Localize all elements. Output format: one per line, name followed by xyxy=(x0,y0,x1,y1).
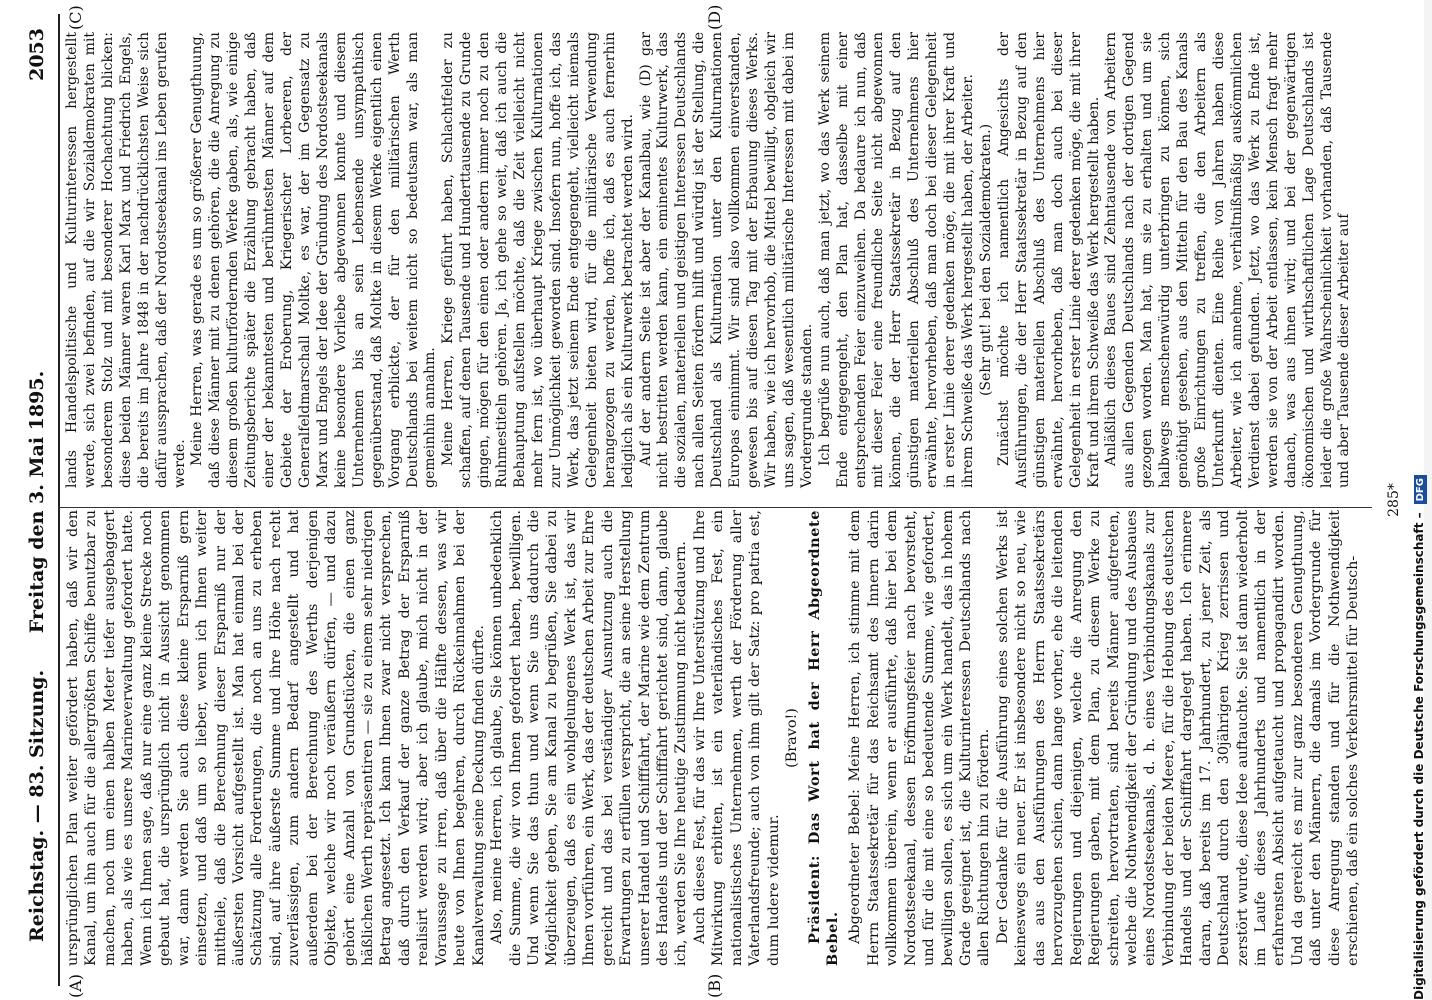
speaker-line: Präsident: Das Wort hat der Herr Abgeordnete Bebel. xyxy=(805,510,841,966)
margin-letter-b: (B) xyxy=(705,973,724,998)
paragraph: Anläßlich dieses Baues sind Zehntausende von Arbeitern aus allen Gegenden Deutschlands nach der dortigen Gegend gezogen worden. Man hat, um sie zu erhalten und um sie halbwegs menschenwürdig unterbringen zu können, sich genöthigt gesehen, aus den Mitteln für den Bau des Kanals große Einrichtungen zu treffen, die den Arbeitern als Unterkunft dienten. Eine Reihe von Jahren haben diese Arbeiter, wie ich annehme, verhältnißmäßig auskömmlichen Verdienst dabei gefunden. Jetzt, wo das Werk zu Ende ist, werden sie von der Arbeit entlassen, kein Mensch fragt mehr danach, was aus ihnen wird; und bei der gegenwärtigen ökonomischen und wirthschaftlichen Lage Deutschlands ist leider die große Wahrscheinlichkeit vorhanden, daß Tausende und aber Tausende dieser Arbeiter auf xyxy=(1103,32,1353,488)
paragraph: Ich begrüße nun auch, daß man jetzt, wo das Werk seinem Ende entgegengeht, den Plan hat, dasselbe mit einer entsprechenden Feier einzuweihen. Da bedaure ich nun, daß mit dieser Feier eine freundliche Seite nicht abgewonnen können, die der Herr Staatssekretär in Bezug auf den günstigen materiellen Abschluß des Unternehmens hier erwähnte, hervorheben, daß man doch bei dieser Gelegenheit in erster Linie derer gedenken möge, die mit ihrer Kraft und ihrem Schweiße das Werk hergestellt haben, der Arbeiter. xyxy=(816,32,977,488)
header-left: Reichstag. — 83. Sitzung. xyxy=(26,669,48,942)
paragraph: Abgeordneter Bebel: Meine Herren, ich stimme mit dem Herrn Staatssekretär für das Reichsamt des Innern darin vollkommen überein, wenn er ausführte, daß hier bei dem Nordostseekanal, dessen Eröffnungsfeier nach bevorsteht, und für die mit eine so bedeutende Summe, wie gefordert, bewilligen sollen, es sich um ein Werk handelt, das in hohem Grade geeignet ist, die Kulturinteressen Deutschlands nach allen Richtungen hin zu fördern. xyxy=(847,510,993,966)
paragraph: Auch dieses Fest, für das wir Ihre Unterstützung und Ihre Mitwirkung erbitten, ist ein vaterländisches Fest, ein nationalistisches Unternehmen, werth der Förderung aller Vaterlandsfreunde; auch von ihm gilt der Satz: pro patria est, dum ludere videmur. xyxy=(691,510,782,966)
right-column xyxy=(64,32,1354,488)
paragraph: Meine Herren, was gerade es um so größerer Genugthuung, daß diese Männer mit zu denen gehören, die die Anregung zu diesem großen kulturfördernden Werke gaben, als, wie einige Zeitungsberichte später die Erzählung gebracht haben, daß einer der bekanntesten und berühmtesten Männer auf dem Gebiete der Eroberung, Kriegerischer Lorbeeren, der Generalfeldmarschall Moltke, es war, der im Gegensatz zu Marx und Engels der Idee der Gründung des Nordostseekanals keine besondere Vorliebe abgewonnen konnte und diesem Unternehmen bis an sein Lebensende unsympathisch gegenüberstand, daß Moltke in diesem Werke eigentlich einen Vorgang erblickte, der für den militärischen Werth Deutschlands bei weitem nicht so bedeutsam war, als man gemeinhin annahm. xyxy=(189,32,439,488)
paragraph: Also, meine Herren, ich glaube, Sie können unbedenklich die Summe, die wir von Ihnen gefordert haben, bewilligen. Und wenn Sie das thun und wenn Sie uns dadurch die Möglichkeit geben, Sie am Kanal zu begrüßen, Sie dabei zu überzeugen, daß es ein wohlgelungenes Werk ist, das wir Ihnen vorführen, ein Werk, das der deutschen Arbeit zur Ehre gereicht und das bei verständiger Ausnutzung auch die Erwartungen zu erfüllen verspricht, die an seine Herstellung unserer Handel und Schifffahrt, der Marine wie dem Zentrum des Handels und der Schifffahrt gerichtet sind, dann, glaube ich, werden Sie Ihre heutige Zustimmung nicht bedauern. xyxy=(489,510,690,966)
header-center: Freitag den 3. Mai 1895. xyxy=(26,370,48,634)
margin-letter-a: (A) xyxy=(66,973,85,998)
applause-note: (Sehr gut! bei den Sozialdemokraten.) xyxy=(978,123,995,397)
paragraph: Zunächst möchte ich namentlich Angesichts der Ausführungen, die der Herr Staatssekretär in Bezug auf den günstigen materiellen Abschluß des Unternehmens hier erwähnte, hervorheben, daß man doch auch bei dieser Gelegenheit in erster Linie derer gedenken möge, die mit ihrer Kraft und ihrem Schweiße das Werk hergestellt haben. xyxy=(995,32,1102,488)
dfg-logo-icon: DFG xyxy=(1414,475,1427,504)
paragraph: Auf der andern Seite ist aber der Kanalbau, wie (D) gar nicht bestritten werden kann, ein eminentes Kulturwerk, das die sozialen, materiellen und geistigen Interessen Deutschlands nach allen Seiten fördern hilft und würdig ist der Stellung, die Deutschland als Kulturnation unter den Kulturnationen Europas einnimmt. Wir sind also vollkommen einverstanden, gewesen bis auf diesen Tag mit der Erbauung dieses Werks. Wir haben, wie ich hervorhob, die Mittel bewilligt, obgleich wir uns sagen, daß wesentlich militärische Interessen mit dabei im Vordergrunde standen. xyxy=(637,32,815,488)
paragraph: Der Gedanke für die Ausführung eines solchen Werks ist keineswegs ein neuer. Er ist insbesondere nicht so neu, wie das aus den Ausführungen des Herrn Staatssekretärs hervorzugehen schien, dann lange vorher, ehe die leitenden Regierungen und diejenigen, welche die Anregung den Regierungen gaben, mit dem Plan, zu diesem Werke zu schreiten, hervortraten, sind bereits Männer aufgetreten, welche die Nothwendigkeit der Gründung und des Ausbaues eines Nordostseekanals, d. h. eines Verbindungskanals zur Verbindung der beiden Meere, für die Hebung des deutschen Handels und der Schifffahrt dargelegt haben. Ich erinnere daran, daß bereits im 17. Jahrhundert, zu jener Zeit, als Deutschland durch den 30jährigen Krieg zerrissen und zerstört wurde, diese Idee auftauchte. Sie ist dann wiederholt im Laufe dieses Jahrhunderts und namentlich in der erfahrensten Absicht aufgetaucht und propagandirt worden. Und da gereicht es mir zur ganz besonderen Genugthuung, daß unter den Männern, die damals im Vordergrunde für diese Anregung standen und für die Nothwendigkeit erschienen, daß ein solches Verkehrsmittel für Deutsch- xyxy=(994,510,1362,966)
digitization-credit xyxy=(1412,20,1432,1000)
header-rule xyxy=(58,14,60,986)
left-column xyxy=(64,510,1363,966)
paragraph: lands Handelspolitische und Kulturinteressen hergestellt werde, sich zwei befinden, auf die wir Sozialdemokraten mit besonderem Stolz und mit besonderer Hochachtung blicken: diese beiden Männer waren Karl Marx und Friedrich Engels, die bereits im Jahre 1848 in der nachdrücklichsten Weise sich dafür aussprachen, daß der Nordostseekanal ins Leben gerufen werde. xyxy=(64,32,188,488)
applause-note: (Bravo!) xyxy=(784,708,801,768)
margin-letter-c: (C) xyxy=(66,5,85,30)
credit-text: Digitalisierung gefördert durch die Deutsche Forschungsgemeinschaft – xyxy=(1412,512,1426,1000)
paragraph: ursprünglichen Plan weiter gefördert haben, daß wir den Kanal, um ihn auch für die allergrößten Schiffe benutzbar zu machen, noch um einen halben Meter tiefer ausgebaggert haben, als wie es unsere Marineverwaltung gefordert hatte. Wenn ich Ihnen sage, daß nur eine ganz kleine Strecke noch gebaut hat, die ursprünglich nicht in Aussicht genommen war, dann werden Sie auch diese kleine Ersparniß gern einsetzen, und daß um so lieber, wenn ich Ihnen weiter mittheile, daß die Berechnung dieser Ersparniß nur der äußersten Vorsicht aufgestellt ist. Man hat einmal bei der Schätzung alle Forderungen, die noch an uns zu erheben sind, auf ihre äußerste Summe und ihre Höhe nach recht zuverlässigen, zum andern Bedarf angestellt und hat außerdem bei der Berechnung des Werths derjenigen Objekte, welche wir noch veräußern dürfen, — und dazu gehört eine Anzahl von Grundstücken, die einen ganz häßlichen Werth repräsentiren — sie zu einem sehr niedrigen Betrag angesetzt. Ich kann Ihnen zwar nicht versprechen, daß durch den Verkauf der ganze Betrag der Ersparniß realisirt werden wird; aber ich glaube, mich nicht in der Voraussage zu irren, daß über die Hälfte dessen, was wir heute von Ihnen begehren, durch Rückeinnahmen bei der Kanalverwaltung seine Deckung finden dürfte. xyxy=(65,510,487,966)
paragraph: Meine Herren, Kriege geführt haben, Schlachtfelder zu schaffen, auf denen Tausende und Hunderttausende zu Grunde gingen, mögen für den einen oder andern immer noch zu den Ruhmestiteln gehören. Ja, ich gehe so weit, daß ich auch die Behauptung aufstellen möchte, daß die Zeit vielleicht nicht mehr fern ist, wo überhaupt Kriege zwischen Kulturnationen zur Unmöglichkeit geworden sind. Insofern nun, hoffe ich, das Werk, das jetzt seinem Ende entgegengeht, vielleicht niemals Gelegenheit bieten wird, für die militärische Verwendung herangezogen zu werden, hoffe ich, daß es auch fernerhin lediglich als ein Kulturwerk betrachtet werden wird. xyxy=(440,32,636,488)
page-number: 2053 xyxy=(26,28,48,81)
column-divider xyxy=(58,507,1372,508)
running-header xyxy=(20,22,54,982)
margin-letter-d: (D) xyxy=(705,4,724,30)
signature-mark: 285* xyxy=(1386,483,1402,517)
